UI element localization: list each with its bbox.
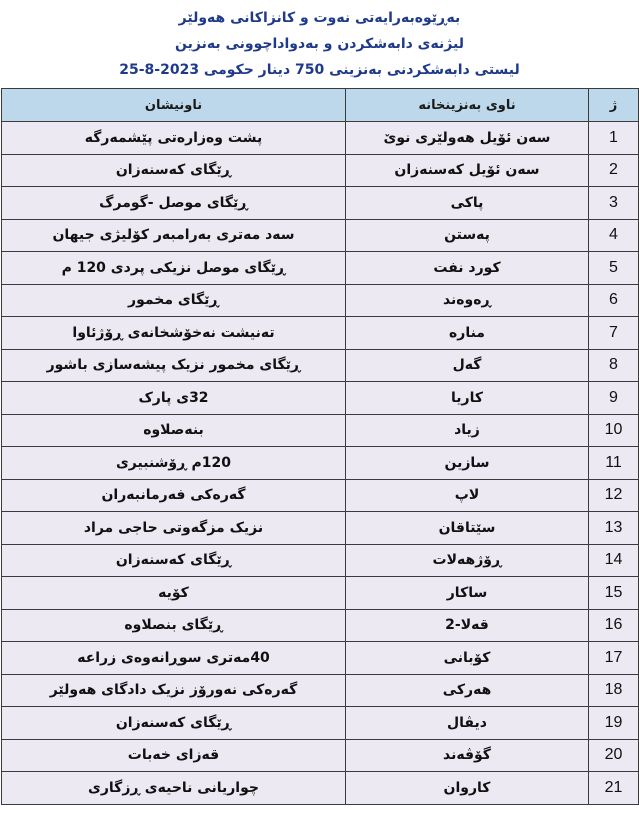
row-number-cell: 9 xyxy=(589,382,639,415)
station-name-cell: منارە xyxy=(346,317,589,350)
address-cell: کۆیە xyxy=(2,577,346,610)
station-name-cell: ساکار xyxy=(346,577,589,610)
station-name-cell: پاکی xyxy=(346,187,589,220)
table-row xyxy=(2,512,639,545)
row-number-cell: 19 xyxy=(589,707,639,740)
row-number-cell: 6 xyxy=(589,284,639,317)
address-cell: ڕێگای کەسنەزان xyxy=(2,154,346,187)
table-row xyxy=(2,284,639,317)
address-cell: 40مەتری سوڕانەوەی زراعە xyxy=(2,642,346,675)
row-number-cell: 8 xyxy=(589,349,639,382)
station-name-cell: پەستن xyxy=(346,219,589,252)
table-row xyxy=(2,479,639,512)
row-number-cell: 10 xyxy=(589,414,639,447)
address-cell: بنەصلاوە xyxy=(2,414,346,447)
station-name-cell: ڕۆژهەلات xyxy=(346,544,589,577)
table-row xyxy=(2,674,639,707)
station-name-cell: کاروان xyxy=(346,772,589,805)
station-name-cell: کۆبانی xyxy=(346,642,589,675)
table-header-row xyxy=(2,89,639,122)
row-number-cell: 13 xyxy=(589,512,639,545)
address-cell: ڕێگای کەسنەزان xyxy=(2,707,346,740)
row-number-cell: 3 xyxy=(589,187,639,220)
station-name-cell: سێتاقان xyxy=(346,512,589,545)
row-number-cell: 7 xyxy=(589,317,639,350)
station-name-cell: لاپ xyxy=(346,479,589,512)
table-row xyxy=(2,187,639,220)
table-row xyxy=(2,414,639,447)
address-cell: گەرەکی فەرمانبەران xyxy=(2,479,346,512)
station-name-cell: سازین xyxy=(346,447,589,480)
address-cell: ڕێگای موصل -گومرگ xyxy=(2,187,346,220)
station-name-cell: زیاد xyxy=(346,414,589,447)
column-header-number: ژ xyxy=(589,89,639,122)
station-name-cell: سەن ئۆیل هەولێری نوێ xyxy=(346,122,589,155)
row-number-cell: 21 xyxy=(589,772,639,805)
address-cell: ڕێگای موصل نزیکی پردی 120 م xyxy=(2,252,346,285)
row-number-cell: 15 xyxy=(589,577,639,610)
address-cell: تەنیشت نەخۆشخانەی ڕۆژئاوا xyxy=(2,317,346,350)
table-body xyxy=(2,122,639,805)
table-row xyxy=(2,544,639,577)
table-row xyxy=(2,577,639,610)
address-cell: چواریانی ناحیەی ڕزگاری xyxy=(2,772,346,805)
station-name-cell: ڕەوەند xyxy=(346,284,589,317)
address-cell: ڕێگای مخمور نزیک پیشەسازی باشور xyxy=(2,349,346,382)
header-committee-title: لیژنەی دابەشکردن و بەدواداچوونی بەنزین xyxy=(175,36,464,52)
row-number-cell: 1 xyxy=(589,122,639,155)
station-name-cell: سەن ئۆیل کەسنەزان xyxy=(346,154,589,187)
address-cell: سەد مەتری بەرامبەر کۆلیژی جیهان xyxy=(2,219,346,252)
row-number-cell: 2 xyxy=(589,154,639,187)
address-cell: 32ی پارک xyxy=(2,382,346,415)
address-cell: 120م ڕۆشنبیری xyxy=(2,447,346,480)
row-number-cell: 5 xyxy=(589,252,639,285)
address-cell: گەرەکی نەورۆز نزیک دادگای هەولێر xyxy=(2,674,346,707)
column-header-station: ناوی بەنزینخانە xyxy=(346,89,589,122)
table-row xyxy=(2,642,639,675)
station-name-cell: قەلا-2 xyxy=(346,609,589,642)
document-header xyxy=(0,0,639,88)
address-cell: ڕێگای بنصلاوە xyxy=(2,609,346,642)
table-row xyxy=(2,349,639,382)
station-name-cell: هەرکی xyxy=(346,674,589,707)
table-row xyxy=(2,447,639,480)
table-row xyxy=(2,382,639,415)
station-name-cell: گۆڤەند xyxy=(346,739,589,772)
address-cell: نزیک مزگەوتی حاجی مراد xyxy=(2,512,346,545)
table-row xyxy=(2,707,639,740)
table-row xyxy=(2,772,639,805)
table-row xyxy=(2,317,639,350)
station-name-cell: کورد نفت xyxy=(346,252,589,285)
header-directorate-title: بەڕێوەبەرایەتی نەوت و کانزاکانی هەولێر xyxy=(178,10,461,26)
station-name-cell: دیڤال xyxy=(346,707,589,740)
stations-table xyxy=(1,88,639,805)
station-name-cell: کاریا xyxy=(346,382,589,415)
row-number-cell: 4 xyxy=(589,219,639,252)
row-number-cell: 16 xyxy=(589,609,639,642)
row-number-cell: 18 xyxy=(589,674,639,707)
table-row xyxy=(2,122,639,155)
station-name-cell: گەل xyxy=(346,349,589,382)
table-row xyxy=(2,219,639,252)
table-row xyxy=(2,154,639,187)
column-header-address: ناونیشان xyxy=(2,89,346,122)
table-row xyxy=(2,252,639,285)
row-number-cell: 17 xyxy=(589,642,639,675)
row-number-cell: 11 xyxy=(589,447,639,480)
row-number-cell: 20 xyxy=(589,739,639,772)
header-list-title: لیستی دابەشکردنی بەنزینی 750 دینار حكومی 2023-8-25 xyxy=(119,62,520,78)
address-cell: قەزای خەبات xyxy=(2,739,346,772)
row-number-cell: 14 xyxy=(589,544,639,577)
address-cell: پشت وەزارەتی پێشمەرگە xyxy=(2,122,346,155)
row-number-cell: 12 xyxy=(589,479,639,512)
address-cell: ڕێگای کەسنەزان xyxy=(2,544,346,577)
table-row xyxy=(2,739,639,772)
address-cell: ڕێگای مخمور xyxy=(2,284,346,317)
table-row xyxy=(2,609,639,642)
